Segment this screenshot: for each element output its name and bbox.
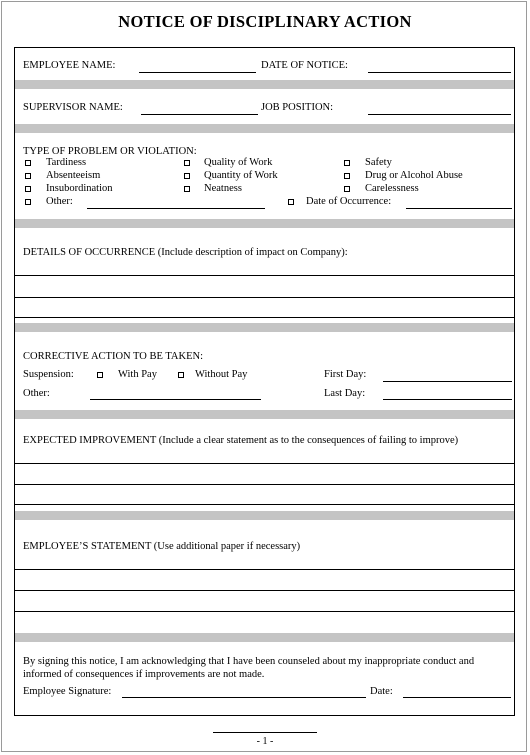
absenteeism-label: Absenteeism xyxy=(46,170,101,181)
suspension-label: Suspension: xyxy=(23,369,74,380)
expected-line[interactable] xyxy=(15,484,514,485)
section-divider xyxy=(15,633,514,642)
page-number: - 1 - xyxy=(256,736,274,747)
footer-rule xyxy=(213,732,317,733)
last-day-label: Last Day: xyxy=(324,388,366,399)
section-divider xyxy=(15,323,514,332)
corrective-heading: CORRECTIVE ACTION TO BE TAKEN: xyxy=(23,351,203,362)
tardiness-checkbox[interactable] xyxy=(25,160,31,166)
safety-label: Safety xyxy=(365,157,392,168)
neatness-label: Neatness xyxy=(204,183,242,194)
date-of-notice-label: DATE OF NOTICE: xyxy=(261,60,348,71)
other-violation-label: Other: xyxy=(46,196,73,207)
job-position-label: JOB POSITION: xyxy=(261,102,334,113)
date-of-notice-field[interactable] xyxy=(368,72,511,73)
quantity-of-work-checkbox[interactable] xyxy=(184,173,190,179)
section-divider xyxy=(15,219,514,228)
quality-of-work-label: Quality of Work xyxy=(204,157,273,168)
form-title: NOTICE OF DISCIPLINARY ACTION xyxy=(118,12,412,31)
section-divider xyxy=(15,511,514,520)
signature-label: Employee Signature: xyxy=(23,686,112,697)
employee-statement-heading: EMPLOYEE’S STATEMENT (Use additional paper if necessary) xyxy=(23,541,301,552)
other-violation-field[interactable] xyxy=(87,208,265,209)
insubordination-label: Insubordination xyxy=(46,183,113,194)
with-pay-label: With Pay xyxy=(118,369,157,380)
tardiness-label: Tardiness xyxy=(46,157,87,168)
neatness-checkbox[interactable] xyxy=(184,186,190,192)
date-of-occurrence-checkbox[interactable] xyxy=(288,199,294,205)
supervisor-name-label: SUPERVISOR NAME: xyxy=(23,102,123,113)
statement-line[interactable] xyxy=(15,611,514,612)
details-line[interactable] xyxy=(15,317,514,318)
statement-line[interactable] xyxy=(15,590,514,591)
section-divider xyxy=(15,410,514,419)
other-action-field[interactable] xyxy=(90,399,261,400)
employee-name-field[interactable] xyxy=(139,72,256,73)
supervisor-name-field[interactable] xyxy=(141,114,258,115)
with-pay-checkbox[interactable] xyxy=(97,372,103,378)
details-line[interactable] xyxy=(15,275,514,276)
other-action-label: Other: xyxy=(23,388,50,399)
expected-improvement-heading: EXPECTED IMPROVEMENT (Include a clear statement as to the consequences of failing to improve) xyxy=(23,435,459,446)
quantity-of-work-label: Quantity of Work xyxy=(204,170,278,181)
section-divider xyxy=(15,80,514,89)
expected-line[interactable] xyxy=(15,463,514,464)
signature-field[interactable] xyxy=(122,697,366,698)
other-violation-checkbox[interactable] xyxy=(25,199,31,205)
drug-alcohol-label: Drug or Alcohol Abuse xyxy=(365,170,463,181)
statement-line[interactable] xyxy=(15,569,514,570)
acknowledgement-text-2: informed of consequences if improvements are not made. xyxy=(23,669,265,680)
carelessness-label: Carelessness xyxy=(365,183,419,194)
details-line[interactable] xyxy=(15,297,514,298)
date-of-occurrence-label: Date of Occurrence: xyxy=(306,196,392,207)
disciplinary-form xyxy=(14,47,515,716)
date-of-occurrence-field[interactable] xyxy=(406,208,512,209)
drug-alcohol-checkbox[interactable] xyxy=(344,173,350,179)
first-day-label: First Day: xyxy=(324,369,367,380)
employee-name-label: EMPLOYEE NAME: xyxy=(23,60,116,71)
signature-date-field[interactable] xyxy=(403,697,511,698)
without-pay-label: Without Pay xyxy=(195,369,248,380)
expected-line[interactable] xyxy=(15,504,514,505)
acknowledgement-text-1: By signing this notice, I am acknowledging that I have been counseled about my inappropriate conduct and xyxy=(23,656,475,667)
insubordination-checkbox[interactable] xyxy=(25,186,31,192)
absenteeism-checkbox[interactable] xyxy=(25,173,31,179)
details-heading: DETAILS OF OCCURRENCE (Include description of impact on Company): xyxy=(23,247,348,258)
last-day-field[interactable] xyxy=(383,399,512,400)
quality-of-work-checkbox[interactable] xyxy=(184,160,190,166)
section-divider xyxy=(15,124,514,133)
job-position-field[interactable] xyxy=(368,114,511,115)
signature-date-label: Date: xyxy=(370,686,393,697)
safety-checkbox[interactable] xyxy=(344,160,350,166)
violation-heading: TYPE OF PROBLEM OR VIOLATION: xyxy=(23,146,197,157)
carelessness-checkbox[interactable] xyxy=(344,186,350,192)
first-day-field[interactable] xyxy=(383,381,512,382)
without-pay-checkbox[interactable] xyxy=(178,372,184,378)
